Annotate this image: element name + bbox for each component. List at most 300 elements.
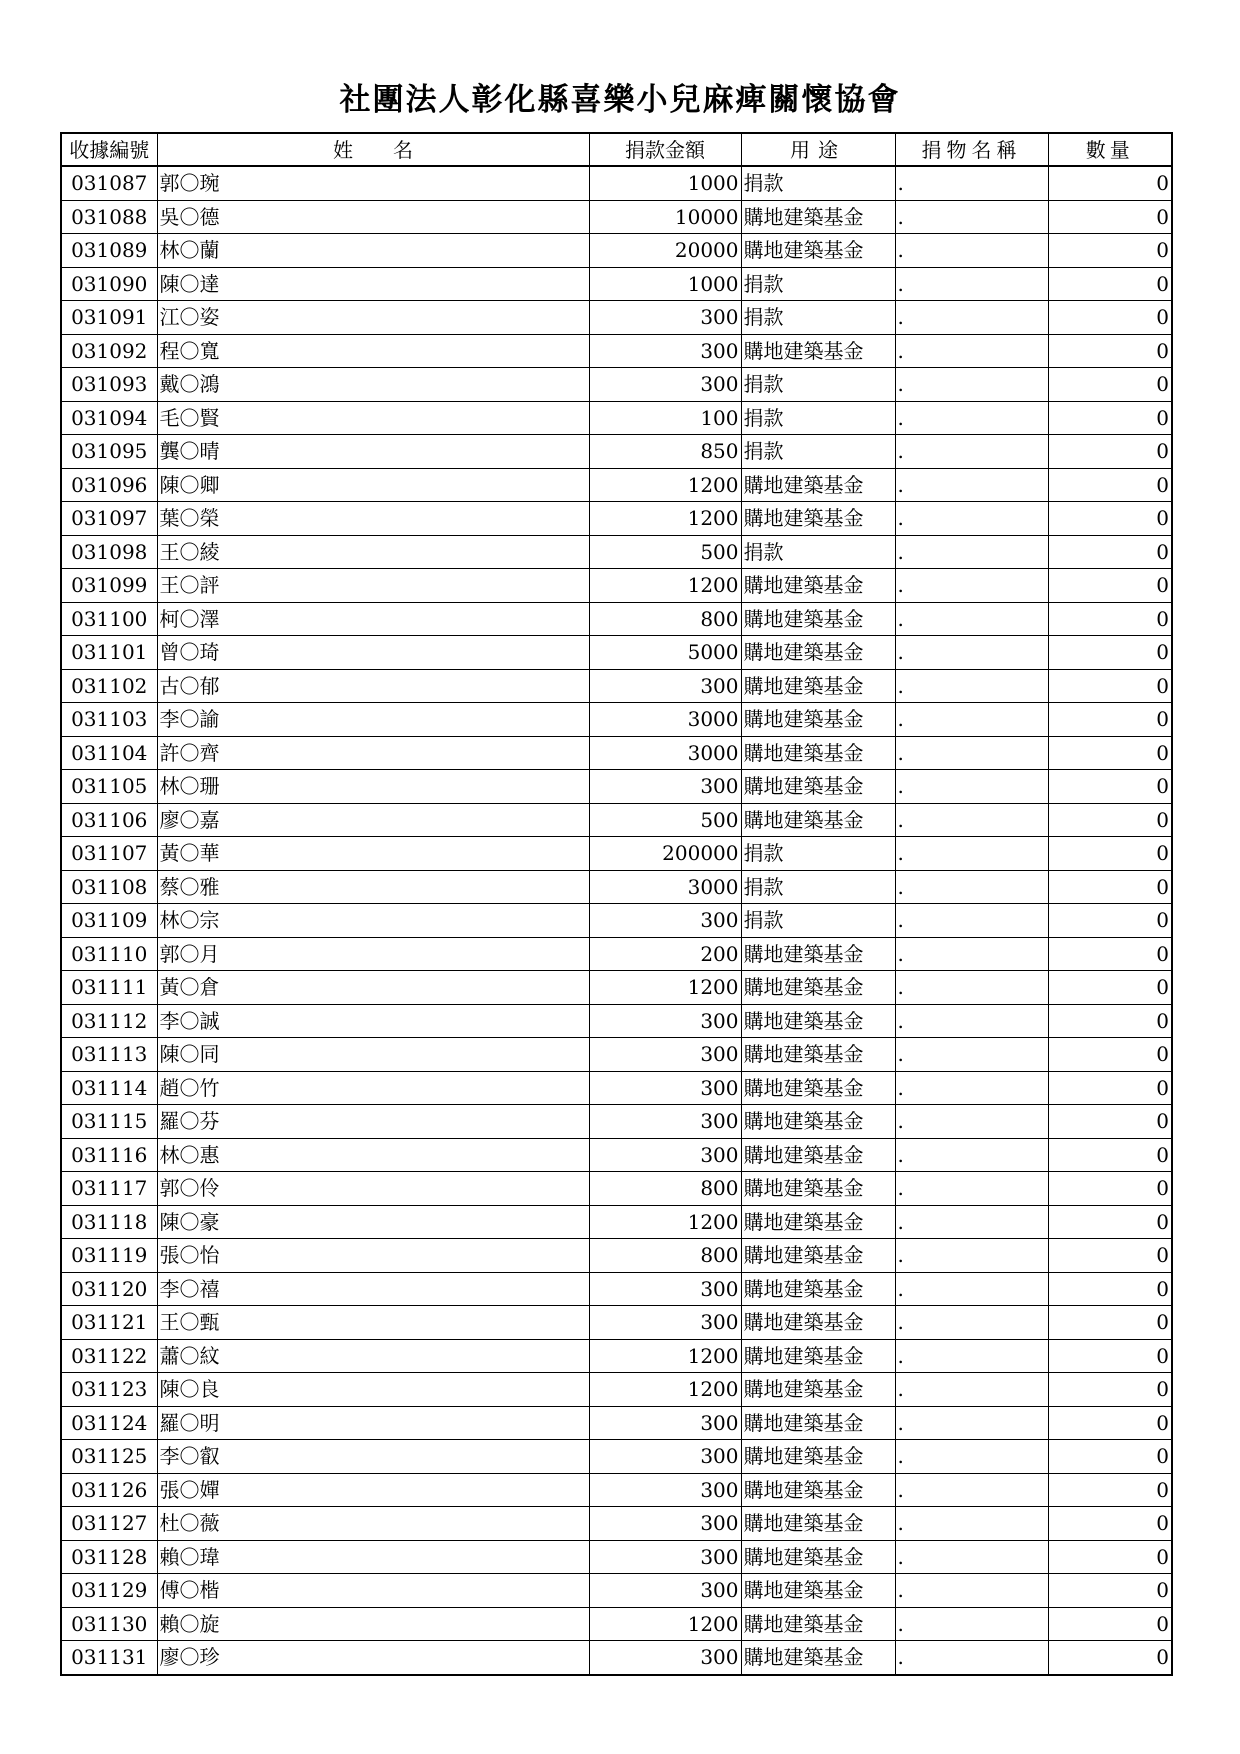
cell-donor-name: 黃〇倉	[157, 971, 589, 1005]
cell-item-name: .	[895, 1172, 1048, 1206]
cell-quantity: 0	[1048, 468, 1172, 502]
cell-receipt-no: 031105	[61, 770, 157, 804]
cell-donor-name: 張〇嬋	[157, 1473, 589, 1507]
cell-donor-name: 林〇宗	[157, 904, 589, 938]
cell-donor-name: 王〇綾	[157, 535, 589, 569]
table-row	[61, 770, 1172, 804]
cell-amount: 1200	[589, 1339, 741, 1373]
cell-receipt-no: 031111	[61, 971, 157, 1005]
cell-purpose: 購地建築基金	[741, 1306, 895, 1340]
cell-quantity: 0	[1048, 1172, 1172, 1206]
cell-donor-name: 古〇郁	[157, 669, 589, 703]
cell-receipt-no: 031108	[61, 870, 157, 904]
cell-item-name: .	[895, 1641, 1048, 1675]
table-row	[61, 1440, 1172, 1474]
table-row	[61, 502, 1172, 536]
table-body	[61, 166, 1172, 1675]
cell-amount: 300	[589, 1306, 741, 1340]
cell-quantity: 0	[1048, 301, 1172, 335]
cell-donor-name: 吳〇德	[157, 200, 589, 234]
cell-purpose: 購地建築基金	[741, 1138, 895, 1172]
table-row	[61, 1105, 1172, 1139]
cell-item-name: .	[895, 435, 1048, 469]
cell-amount: 200	[589, 937, 741, 971]
cell-quantity: 0	[1048, 502, 1172, 536]
cell-item-name: .	[895, 569, 1048, 603]
cell-receipt-no: 031117	[61, 1172, 157, 1206]
table-row	[61, 267, 1172, 301]
cell-quantity: 0	[1048, 234, 1172, 268]
cell-receipt-no: 031123	[61, 1373, 157, 1407]
cell-amount: 1200	[589, 468, 741, 502]
cell-item-name: .	[895, 1607, 1048, 1641]
cell-donor-name: 許〇齊	[157, 736, 589, 770]
cell-item-name: .	[895, 770, 1048, 804]
table-row	[61, 736, 1172, 770]
cell-item-name: .	[895, 1406, 1048, 1440]
table-row	[61, 166, 1172, 200]
cell-amount: 20000	[589, 234, 741, 268]
cell-purpose: 捐款	[741, 267, 895, 301]
cell-donor-name: 賴〇旋	[157, 1607, 589, 1641]
cell-amount: 1200	[589, 971, 741, 1005]
cell-purpose: 購地建築基金	[741, 1239, 895, 1273]
cell-item-name: .	[895, 870, 1048, 904]
cell-donor-name: 廖〇珍	[157, 1641, 589, 1675]
table-row	[61, 1607, 1172, 1641]
cell-item-name: .	[895, 468, 1048, 502]
table-row	[61, 401, 1172, 435]
cell-receipt-no: 031130	[61, 1607, 157, 1641]
table-row	[61, 1540, 1172, 1574]
cell-purpose: 捐款	[741, 535, 895, 569]
cell-purpose: 捐款	[741, 837, 895, 871]
cell-purpose: 購地建築基金	[741, 770, 895, 804]
cell-amount: 100	[589, 401, 741, 435]
cell-item-name: .	[895, 234, 1048, 268]
cell-amount: 1200	[589, 1607, 741, 1641]
cell-donor-name: 趙〇竹	[157, 1071, 589, 1105]
table-row	[61, 703, 1172, 737]
table-row	[61, 234, 1172, 268]
header-receipt-no: 收據編號	[61, 133, 157, 166]
cell-quantity: 0	[1048, 535, 1172, 569]
table-row	[61, 937, 1172, 971]
cell-receipt-no: 031109	[61, 904, 157, 938]
cell-purpose: 購地建築基金	[741, 736, 895, 770]
cell-quantity: 0	[1048, 200, 1172, 234]
table-row	[61, 468, 1172, 502]
cell-quantity: 0	[1048, 1641, 1172, 1675]
cell-receipt-no: 031129	[61, 1574, 157, 1608]
cell-quantity: 0	[1048, 1239, 1172, 1273]
cell-quantity: 0	[1048, 267, 1172, 301]
cell-receipt-no: 031125	[61, 1440, 157, 1474]
cell-quantity: 0	[1048, 1272, 1172, 1306]
cell-quantity: 0	[1048, 401, 1172, 435]
cell-purpose: 捐款	[741, 904, 895, 938]
cell-receipt-no: 031104	[61, 736, 157, 770]
cell-receipt-no: 031112	[61, 1004, 157, 1038]
cell-receipt-no: 031110	[61, 937, 157, 971]
cell-amount: 850	[589, 435, 741, 469]
cell-donor-name: 郭〇月	[157, 937, 589, 971]
cell-quantity: 0	[1048, 703, 1172, 737]
cell-item-name: .	[895, 301, 1048, 335]
table-row	[61, 870, 1172, 904]
cell-purpose: 購地建築基金	[741, 1004, 895, 1038]
cell-purpose: 購地建築基金	[741, 200, 895, 234]
cell-item-name: .	[895, 1507, 1048, 1541]
cell-item-name: .	[895, 602, 1048, 636]
cell-amount: 300	[589, 1574, 741, 1608]
cell-amount: 300	[589, 1440, 741, 1474]
cell-amount: 1000	[589, 166, 741, 200]
table-row	[61, 636, 1172, 670]
cell-purpose: 購地建築基金	[741, 636, 895, 670]
cell-purpose: 購地建築基金	[741, 971, 895, 1005]
cell-purpose: 購地建築基金	[741, 1071, 895, 1105]
cell-quantity: 0	[1048, 334, 1172, 368]
cell-donor-name: 羅〇芬	[157, 1105, 589, 1139]
cell-purpose: 購地建築基金	[741, 1641, 895, 1675]
cell-amount: 1200	[589, 502, 741, 536]
cell-amount: 800	[589, 1172, 741, 1206]
cell-amount: 300	[589, 1272, 741, 1306]
cell-quantity: 0	[1048, 937, 1172, 971]
cell-purpose: 捐款	[741, 435, 895, 469]
cell-purpose: 購地建築基金	[741, 334, 895, 368]
table-row	[61, 1172, 1172, 1206]
cell-item-name: .	[895, 535, 1048, 569]
cell-item-name: .	[895, 1038, 1048, 1072]
cell-amount: 1000	[589, 267, 741, 301]
cell-receipt-no: 031122	[61, 1339, 157, 1373]
cell-donor-name: 王〇評	[157, 569, 589, 603]
cell-donor-name: 柯〇澤	[157, 602, 589, 636]
document-title: 社團法人彰化縣喜樂小兒麻痺關懷協會	[339, 82, 901, 118]
table-row	[61, 803, 1172, 837]
cell-purpose: 捐款	[741, 301, 895, 335]
cell-quantity: 0	[1048, 1540, 1172, 1574]
cell-donor-name: 黃〇華	[157, 837, 589, 871]
cell-purpose: 購地建築基金	[741, 1172, 895, 1206]
cell-donor-name: 陳〇良	[157, 1373, 589, 1407]
cell-item-name: .	[895, 1105, 1048, 1139]
table-row	[61, 1138, 1172, 1172]
cell-receipt-no: 031087	[61, 166, 157, 200]
table-row	[61, 1641, 1172, 1675]
cell-receipt-no: 031118	[61, 1205, 157, 1239]
cell-receipt-no: 031096	[61, 468, 157, 502]
cell-amount: 300	[589, 1071, 741, 1105]
cell-item-name: .	[895, 904, 1048, 938]
cell-amount: 300	[589, 1105, 741, 1139]
table-row	[61, 1339, 1172, 1373]
cell-quantity: 0	[1048, 1607, 1172, 1641]
cell-receipt-no: 031098	[61, 535, 157, 569]
cell-donor-name: 王〇甄	[157, 1306, 589, 1340]
cell-item-name: .	[895, 669, 1048, 703]
cell-receipt-no: 031101	[61, 636, 157, 670]
cell-purpose: 捐款	[741, 401, 895, 435]
cell-receipt-no: 031127	[61, 1507, 157, 1541]
cell-quantity: 0	[1048, 736, 1172, 770]
cell-purpose: 購地建築基金	[741, 703, 895, 737]
cell-item-name: .	[895, 971, 1048, 1005]
cell-quantity: 0	[1048, 1440, 1172, 1474]
cell-quantity: 0	[1048, 1339, 1172, 1373]
cell-purpose: 購地建築基金	[741, 1607, 895, 1641]
cell-amount: 3000	[589, 870, 741, 904]
cell-receipt-no: 031102	[61, 669, 157, 703]
cell-donor-name: 江〇姿	[157, 301, 589, 335]
table-row	[61, 669, 1172, 703]
cell-purpose: 購地建築基金	[741, 1540, 895, 1574]
table-row	[61, 1239, 1172, 1273]
cell-purpose: 購地建築基金	[741, 1373, 895, 1407]
cell-receipt-no: 031120	[61, 1272, 157, 1306]
table-row	[61, 535, 1172, 569]
cell-amount: 300	[589, 770, 741, 804]
cell-amount: 800	[589, 602, 741, 636]
table-row	[61, 904, 1172, 938]
cell-item-name: .	[895, 803, 1048, 837]
cell-receipt-no: 031116	[61, 1138, 157, 1172]
cell-amount: 300	[589, 1540, 741, 1574]
header-row	[61, 133, 1172, 166]
cell-quantity: 0	[1048, 1004, 1172, 1038]
cell-donor-name: 蔡〇雅	[157, 870, 589, 904]
cell-receipt-no: 031107	[61, 837, 157, 871]
cell-donor-name: 郭〇伶	[157, 1172, 589, 1206]
cell-donor-name: 戴〇鴻	[157, 368, 589, 402]
table-row	[61, 837, 1172, 871]
cell-amount: 3000	[589, 736, 741, 770]
cell-receipt-no: 031100	[61, 602, 157, 636]
cell-quantity: 0	[1048, 1507, 1172, 1541]
table-row	[61, 1574, 1172, 1608]
cell-purpose: 購地建築基金	[741, 1105, 895, 1139]
cell-item-name: .	[895, 636, 1048, 670]
cell-amount: 300	[589, 301, 741, 335]
cell-donor-name: 陳〇同	[157, 1038, 589, 1072]
cell-quantity: 0	[1048, 803, 1172, 837]
cell-item-name: .	[895, 1540, 1048, 1574]
cell-item-name: .	[895, 1574, 1048, 1608]
table-row	[61, 1473, 1172, 1507]
cell-item-name: .	[895, 334, 1048, 368]
cell-donor-name: 傅〇楷	[157, 1574, 589, 1608]
cell-receipt-no: 031089	[61, 234, 157, 268]
cell-donor-name: 陳〇豪	[157, 1205, 589, 1239]
cell-item-name: .	[895, 267, 1048, 301]
table-header	[61, 133, 1172, 166]
cell-amount: 800	[589, 1239, 741, 1273]
cell-item-name: .	[895, 401, 1048, 435]
cell-donor-name: 龔〇晴	[157, 435, 589, 469]
cell-amount: 300	[589, 1406, 741, 1440]
cell-quantity: 0	[1048, 368, 1172, 402]
table-row	[61, 301, 1172, 335]
cell-purpose: 購地建築基金	[741, 569, 895, 603]
cell-item-name: .	[895, 1071, 1048, 1105]
cell-item-name: .	[895, 1306, 1048, 1340]
cell-quantity: 0	[1048, 1138, 1172, 1172]
cell-receipt-no: 031090	[61, 267, 157, 301]
cell-amount: 300	[589, 334, 741, 368]
cell-receipt-no: 031094	[61, 401, 157, 435]
cell-receipt-no: 031091	[61, 301, 157, 335]
cell-receipt-no: 031126	[61, 1473, 157, 1507]
header-purpose: 用途	[741, 133, 895, 166]
cell-receipt-no: 031097	[61, 502, 157, 536]
table-row	[61, 569, 1172, 603]
cell-purpose: 購地建築基金	[741, 1205, 895, 1239]
cell-donor-name: 曾〇琦	[157, 636, 589, 670]
table-row	[61, 334, 1172, 368]
cell-item-name: .	[895, 1138, 1048, 1172]
table-row	[61, 1205, 1172, 1239]
table-row	[61, 971, 1172, 1005]
cell-quantity: 0	[1048, 904, 1172, 938]
cell-receipt-no: 031119	[61, 1239, 157, 1273]
cell-donor-name: 葉〇榮	[157, 502, 589, 536]
cell-donor-name: 李〇誠	[157, 1004, 589, 1038]
cell-quantity: 0	[1048, 435, 1172, 469]
cell-amount: 300	[589, 669, 741, 703]
table-row	[61, 602, 1172, 636]
cell-receipt-no: 031106	[61, 803, 157, 837]
cell-amount: 500	[589, 803, 741, 837]
cell-receipt-no: 031103	[61, 703, 157, 737]
cell-amount: 10000	[589, 200, 741, 234]
cell-amount: 300	[589, 1507, 741, 1541]
table-row	[61, 1071, 1172, 1105]
cell-receipt-no: 031093	[61, 368, 157, 402]
cell-receipt-no: 031088	[61, 200, 157, 234]
cell-purpose: 購地建築基金	[741, 1473, 895, 1507]
cell-amount: 500	[589, 535, 741, 569]
cell-donor-name: 李〇叡	[157, 1440, 589, 1474]
cell-donor-name: 李〇禧	[157, 1272, 589, 1306]
cell-purpose: 捐款	[741, 166, 895, 200]
donation-table	[60, 132, 1173, 1676]
header-name: 姓名	[157, 133, 589, 166]
cell-quantity: 0	[1048, 1373, 1172, 1407]
cell-quantity: 0	[1048, 1473, 1172, 1507]
cell-purpose: 購地建築基金	[741, 937, 895, 971]
cell-donor-name: 郭〇琬	[157, 166, 589, 200]
table-row	[61, 1004, 1172, 1038]
cell-donor-name: 毛〇賢	[157, 401, 589, 435]
cell-purpose: 購地建築基金	[741, 234, 895, 268]
cell-purpose: 購地建築基金	[741, 602, 895, 636]
header-amount: 捐款金額	[589, 133, 741, 166]
cell-item-name: .	[895, 166, 1048, 200]
cell-amount: 200000	[589, 837, 741, 871]
cell-donor-name: 林〇惠	[157, 1138, 589, 1172]
cell-item-name: .	[895, 502, 1048, 536]
cell-purpose: 購地建築基金	[741, 1574, 895, 1608]
cell-quantity: 0	[1048, 602, 1172, 636]
cell-item-name: .	[895, 1373, 1048, 1407]
table-row	[61, 1507, 1172, 1541]
cell-amount: 3000	[589, 703, 741, 737]
cell-item-name: .	[895, 1339, 1048, 1373]
cell-donor-name: 林〇珊	[157, 770, 589, 804]
table-row	[61, 200, 1172, 234]
cell-donor-name: 張〇怡	[157, 1239, 589, 1273]
cell-purpose: 捐款	[741, 368, 895, 402]
cell-receipt-no: 031128	[61, 1540, 157, 1574]
cell-donor-name: 陳〇達	[157, 267, 589, 301]
cell-quantity: 0	[1048, 1306, 1172, 1340]
cell-donor-name: 李〇諭	[157, 703, 589, 737]
table-row	[61, 1272, 1172, 1306]
cell-amount: 1200	[589, 1205, 741, 1239]
cell-donor-name: 程〇寬	[157, 334, 589, 368]
cell-purpose: 購地建築基金	[741, 1440, 895, 1474]
cell-purpose: 購地建築基金	[741, 468, 895, 502]
cell-purpose: 購地建築基金	[741, 669, 895, 703]
cell-amount: 5000	[589, 636, 741, 670]
cell-item-name: .	[895, 1440, 1048, 1474]
cell-donor-name: 廖〇嘉	[157, 803, 589, 837]
cell-donor-name: 羅〇明	[157, 1406, 589, 1440]
header-item-name: 捐物名稱	[895, 133, 1048, 166]
cell-amount: 300	[589, 1004, 741, 1038]
table-row	[61, 435, 1172, 469]
cell-purpose: 捐款	[741, 870, 895, 904]
cell-receipt-no: 031095	[61, 435, 157, 469]
cell-item-name: .	[895, 1205, 1048, 1239]
cell-donor-name: 陳〇卿	[157, 468, 589, 502]
table-row	[61, 1306, 1172, 1340]
table-row	[61, 1373, 1172, 1407]
cell-item-name: .	[895, 200, 1048, 234]
cell-amount: 1200	[589, 569, 741, 603]
cell-amount: 300	[589, 368, 741, 402]
cell-item-name: .	[895, 1239, 1048, 1273]
cell-item-name: .	[895, 1473, 1048, 1507]
cell-amount: 300	[589, 1641, 741, 1675]
cell-amount: 300	[589, 1473, 741, 1507]
cell-receipt-no: 031115	[61, 1105, 157, 1139]
cell-quantity: 0	[1048, 1038, 1172, 1072]
cell-quantity: 0	[1048, 837, 1172, 871]
table-row	[61, 1406, 1172, 1440]
cell-item-name: .	[895, 937, 1048, 971]
cell-purpose: 購地建築基金	[741, 1406, 895, 1440]
cell-donor-name: 林〇蘭	[157, 234, 589, 268]
cell-quantity: 0	[1048, 166, 1172, 200]
cell-receipt-no: 031092	[61, 334, 157, 368]
cell-amount: 300	[589, 1038, 741, 1072]
cell-item-name: .	[895, 703, 1048, 737]
cell-amount: 300	[589, 1138, 741, 1172]
cell-receipt-no: 031114	[61, 1071, 157, 1105]
cell-quantity: 0	[1048, 669, 1172, 703]
cell-receipt-no: 031121	[61, 1306, 157, 1340]
cell-item-name: .	[895, 1272, 1048, 1306]
cell-donor-name: 杜〇薇	[157, 1507, 589, 1541]
cell-quantity: 0	[1048, 569, 1172, 603]
table-row	[61, 1038, 1172, 1072]
cell-purpose: 購地建築基金	[741, 803, 895, 837]
cell-purpose: 購地建築基金	[741, 502, 895, 536]
cell-quantity: 0	[1048, 870, 1172, 904]
